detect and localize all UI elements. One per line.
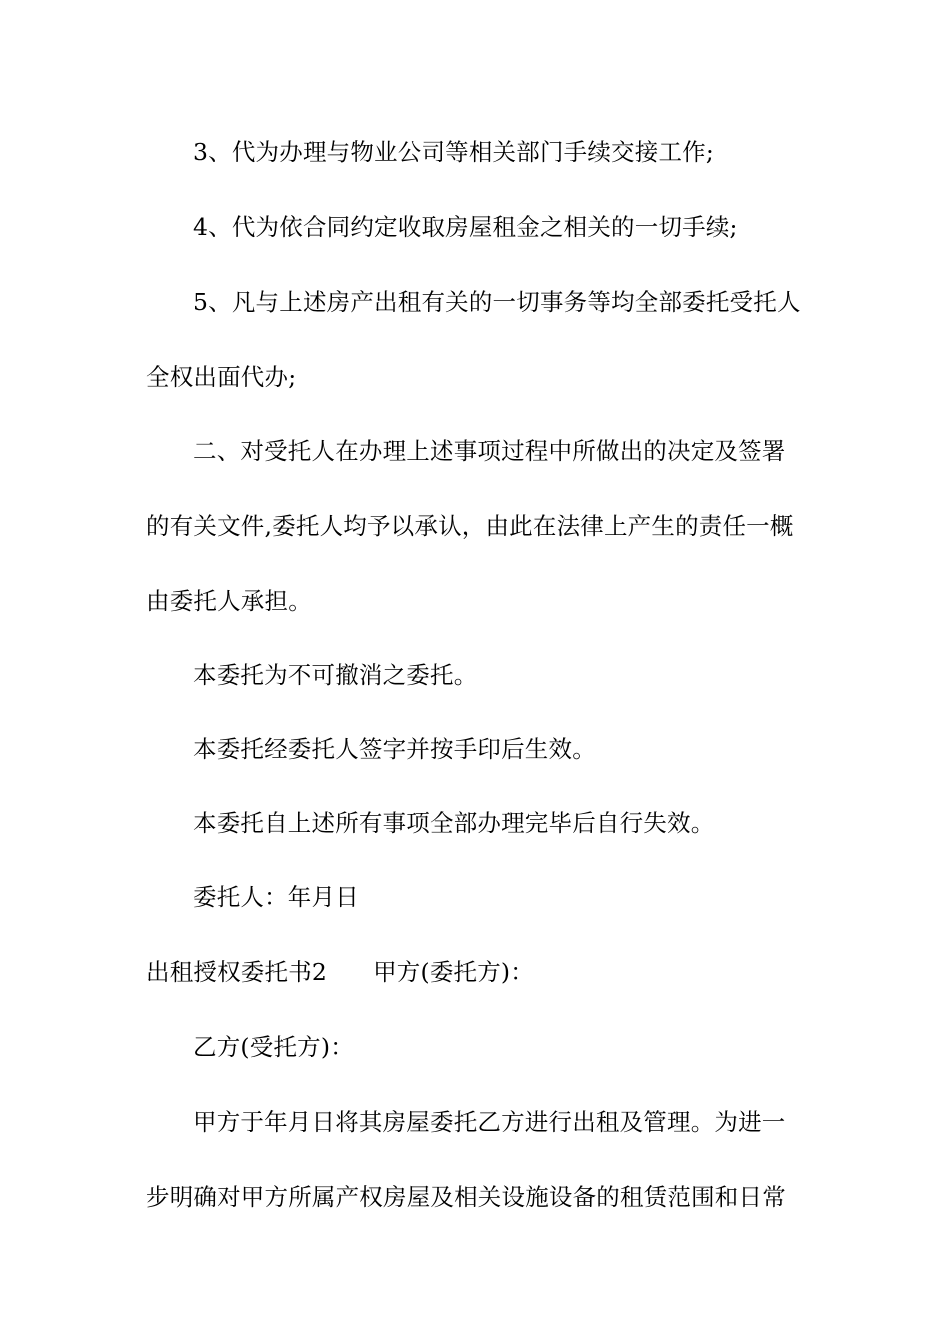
party-a-label: 甲方(委托方)： (373, 958, 534, 986)
paragraph-line: 4、代为依合同约定收取房屋租金之相关的一切手续; (193, 213, 738, 241)
paragraph-line: 本委托自上述所有事项全部办理完毕后自行失效。 (193, 809, 715, 837)
paragraph-line: 全权出面代办; (146, 363, 297, 391)
paragraph-line: 3、代为办理与物业公司等相关部门手续交接工作; (193, 138, 714, 166)
paragraph-line: 本委托经委托人签字并按手印后生效。 (193, 735, 596, 763)
paragraph-line: 二、对受托人在办理上述事项过程中所做出的决定及签署 (193, 437, 786, 465)
paragraph-line: 由委托人承担。 (146, 587, 312, 615)
signature-line: 委托人：年月日 (193, 883, 359, 911)
section-title: 出租授权委托书2 (146, 958, 328, 986)
paragraph-line: 步明确对甲方所属产权房屋及相关设施设备的租赁范围和日常 (146, 1183, 786, 1211)
paragraph-line: 的有关文件,委托人均予以承认，由此在法律上产生的责任一概 (146, 512, 794, 540)
paragraph-line: 甲方于年月日将其房屋委托乙方进行出租及管理。为进一 (193, 1108, 786, 1136)
party-b-label: 乙方(受托方)： (193, 1033, 354, 1061)
section-heading-line (146, 955, 816, 989)
paragraph-line: 5、凡与上述房产出租有关的一切事务等均全部委托受托人 (193, 288, 801, 316)
paragraph-line: 本委托为不可撤消之委托。 (193, 661, 478, 689)
